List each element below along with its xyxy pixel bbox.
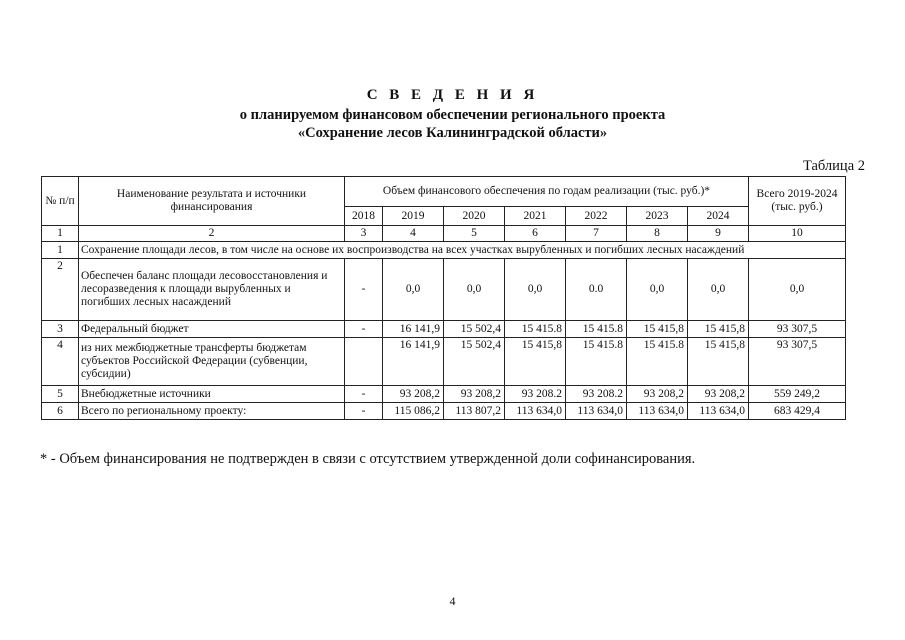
row-total: 0,0: [749, 259, 846, 321]
row-value: 16 141,9: [383, 321, 444, 338]
row-value: 0,0: [444, 259, 505, 321]
row-name: Федеральный бюджет: [79, 321, 345, 338]
row-num: 1: [42, 242, 79, 259]
row-value: 115 086,2: [383, 403, 444, 420]
table-row: [42, 259, 846, 321]
row-num: 4: [42, 338, 79, 386]
row-value: 0,0: [688, 259, 749, 321]
row-name: Всего по региональному проекту:: [79, 403, 345, 420]
column-number: 7: [566, 226, 627, 242]
row-value: [345, 338, 383, 386]
document-subtitle-line2: «Сохранение лесов Калининградской области»: [297, 125, 608, 141]
row-value: 113 634,0: [505, 403, 566, 420]
column-number: 6: [505, 226, 566, 242]
row-value: 93 208,2: [627, 386, 688, 403]
row-value: -: [345, 403, 383, 420]
row-name: Обеспечен баланс площади лесовосстановления и лесоразведения к площади вырубленных и погибших лесных насаждений: [79, 259, 345, 321]
header-year: 2024: [688, 207, 749, 226]
table-row: [42, 338, 846, 386]
column-number: 1: [42, 226, 79, 242]
header-volume: Объем финансового обеспечения по годам реализации (тыс. руб.)*: [345, 177, 749, 207]
row-value: 113 634,0: [566, 403, 627, 420]
row-value: 113 807,2: [444, 403, 505, 420]
column-number: 10: [749, 226, 846, 242]
table-label: Таблица 2: [802, 158, 865, 174]
column-number-row: [42, 226, 846, 242]
row-value: -: [345, 386, 383, 403]
table-row: [42, 386, 846, 403]
row-value: 93 208,2: [444, 386, 505, 403]
row-value: 15 415,8: [688, 338, 749, 386]
row-value: 15 502,4: [444, 338, 505, 386]
row-value: -: [345, 259, 383, 321]
row-name: Внебюджетные источники: [79, 386, 345, 403]
row-value: 93 208,2: [383, 386, 444, 403]
row-value: 113 634,0: [688, 403, 749, 420]
column-number: 3: [345, 226, 383, 242]
header-total: Всего 2019-2024 (тыс. руб.): [749, 177, 846, 226]
row-total: 683 429,4: [749, 403, 846, 420]
row-value: 15 415,8: [627, 321, 688, 338]
row-num: 5: [42, 386, 79, 403]
row-value: 15 502,4: [444, 321, 505, 338]
row-value: 93 208.2: [505, 386, 566, 403]
header-year: 2019: [383, 207, 444, 226]
row-total: 93 307,5: [749, 338, 846, 386]
column-number: 2: [79, 226, 345, 242]
row-value: 15 415.8: [566, 321, 627, 338]
page-number: 4: [449, 594, 456, 608]
header-year: 2020: [444, 207, 505, 226]
row-value: 15 415,8: [505, 338, 566, 386]
row-num: 6: [42, 403, 79, 420]
row-total: 559 249,2: [749, 386, 846, 403]
row-total: 93 307,5: [749, 321, 846, 338]
header-year: 2023: [627, 207, 688, 226]
header-year: 2018: [345, 207, 383, 226]
row-value: -: [345, 321, 383, 338]
header-year: 2021: [505, 207, 566, 226]
document-subtitle-line1: о планируемом финансовом обеспечении регионального проекта: [239, 107, 666, 123]
row-value: 93 208,2: [688, 386, 749, 403]
header-name: Наименование результата и источники финансирования: [79, 177, 345, 226]
row-value: 15 415.8: [566, 338, 627, 386]
row-value: 0,0: [383, 259, 444, 321]
row-name: из них межбюджетные трансферты бюджетам субъектов Российской Федерации (субвенции, субсидии): [79, 338, 345, 386]
row-num: 2: [42, 259, 79, 321]
column-number: 4: [383, 226, 444, 242]
table-row: [42, 403, 846, 420]
financing-table: [41, 176, 846, 420]
section-text: Сохранение площади лесов, в том числе на основе их воспроизводства на всех участках вырубленных и погибших лесных насаждений: [79, 242, 846, 259]
row-value: 0.0: [566, 259, 627, 321]
row-value: 93 208.2: [566, 386, 627, 403]
header-num: № п/п: [42, 177, 79, 226]
column-number: 8: [627, 226, 688, 242]
document-title: С В Е Д Е Н И Я: [366, 87, 539, 103]
column-number: 5: [444, 226, 505, 242]
row-value: 16 141,9: [383, 338, 444, 386]
row-value: 0,0: [627, 259, 688, 321]
row-value: 15 415,8: [688, 321, 749, 338]
table-row: [42, 321, 846, 338]
section-row: [42, 242, 846, 259]
row-num: 3: [42, 321, 79, 338]
column-number: 9: [688, 226, 749, 242]
row-value: 15 415.8: [505, 321, 566, 338]
row-value: 0,0: [505, 259, 566, 321]
footnote: * - Объем финансирования не подтвержден в связи с отсутствием утвержденной доли софинансирования.: [40, 451, 696, 467]
row-value: 113 634,0: [627, 403, 688, 420]
header-year: 2022: [566, 207, 627, 226]
row-value: 15 415.8: [627, 338, 688, 386]
